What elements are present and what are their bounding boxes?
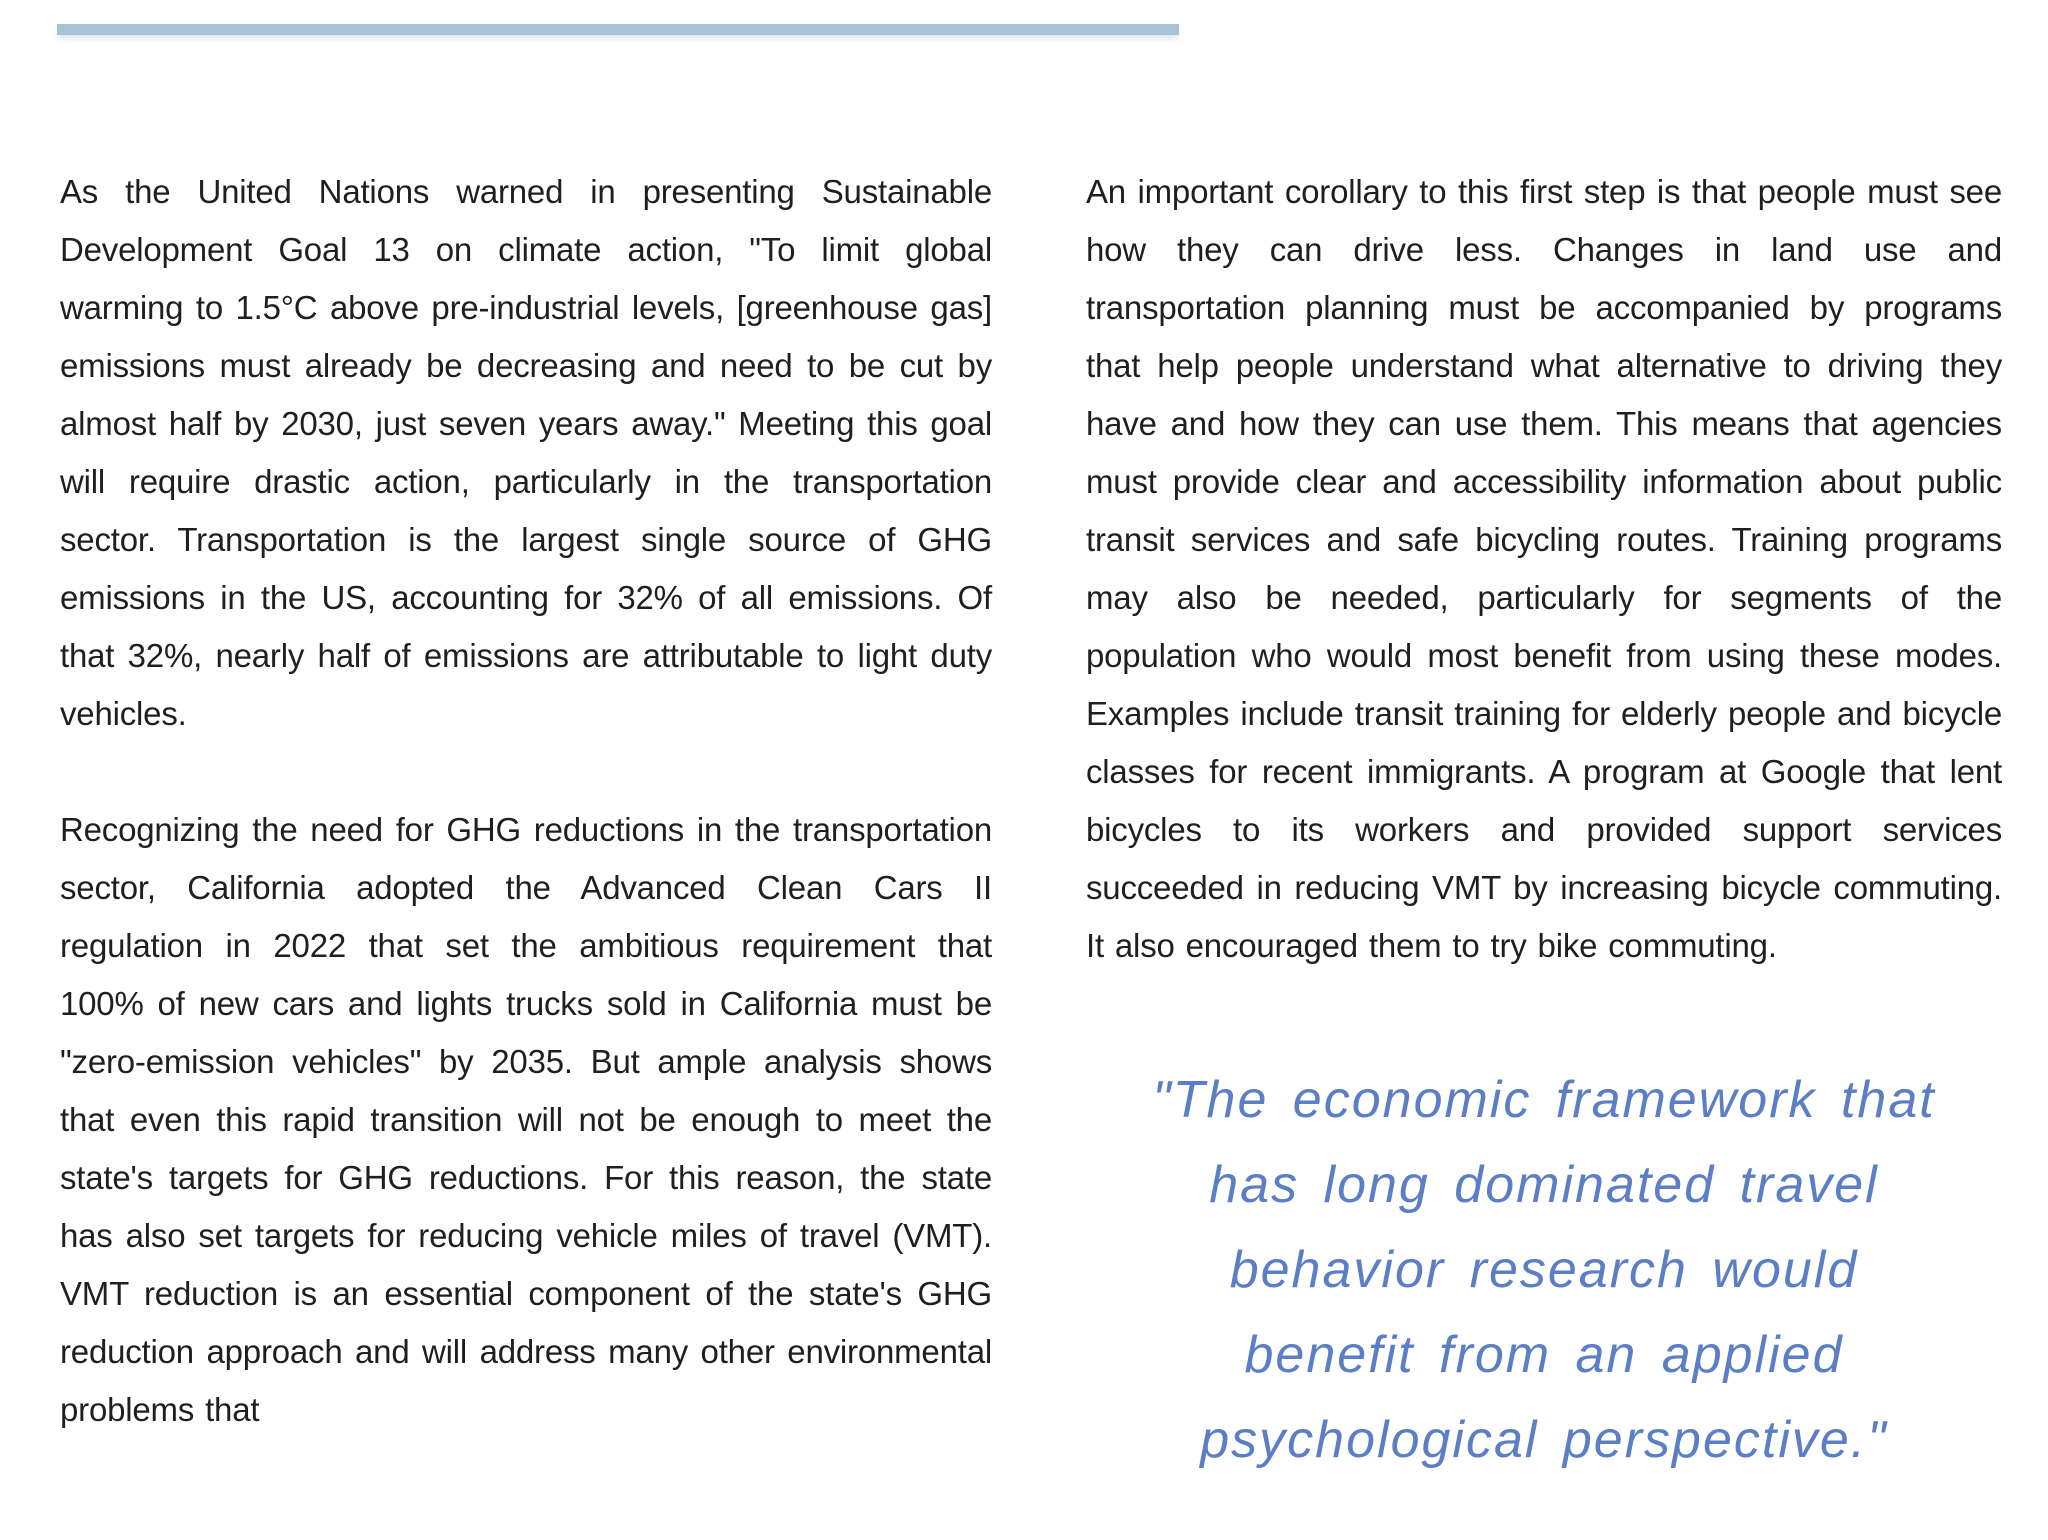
- right-column: [1086, 163, 2002, 1490]
- pull-quote-line: benefit from an applied: [1244, 1326, 1844, 1384]
- pull-quote-line-clipped: psychological perspective.": [1200, 1411, 1888, 1469]
- section-divider-rule: [57, 24, 1179, 35]
- body-paragraph: An important corollary to this first step is that people must see how they can drive less. Changes in land use and transportation planning must be accompanied by programs that help people understand what alternative to driving they have and how they can use them. This means that agencies must provide clear and accessibility information about public transit services and safe bicycling routes. Training programs may also be needed, particularly for segments of the population who would most benefit from using these modes. Examples include transit training for elderly people and bicycle classes for recent immigrants. A program at Google that lent bicycles to its workers and provided support services succeeded in reducing VMT by increasing bicycle commuting. It also encouraged them to try bike commuting.: [1086, 173, 2002, 964]
- pull-quote-line: behavior research would: [1229, 1241, 1859, 1299]
- pull-quote: [1086, 1065, 2002, 1490]
- pull-quote-line: "The economic framework that: [1152, 1071, 1936, 1129]
- body-paragraph: As the United Nations warned in presenting Sustainable Development Goal 13 on climate action, "To limit global warming to 1.5°C above pre-industrial levels, [greenhouse gas] emissions must already be decreasing and need to be cut by almost half by 2030, just seven years away." Meeting this goal will require drastic action, particularly in the transportation sector. Transportation is the largest single source of GHG emissions in the US, accounting for 32% of all emissions. Of that 32%, nearly half of emissions are attributable to light duty vehicles.: [60, 173, 992, 732]
- left-column: [60, 163, 992, 1497]
- pull-quote-line: has long dominated travel: [1209, 1156, 1879, 1214]
- body-paragraph: Recognizing the need for GHG reductions in the transportation sector, California adopted the Advanced Clean Cars II regulation in 2022 that set the ambitious requirement that 100% of new cars and lights trucks sold in California must be "zero-emission vehicles" by 2035. But ample analysis shows that even this rapid transition will not be enough to meet the state's targets for GHG reductions. For this reason, the state has also set targets for reducing vehicle miles of travel (VMT). VMT reduction is an essential component of the state's GHG reduction approach and will address many other environmental problems that: [60, 811, 992, 1428]
